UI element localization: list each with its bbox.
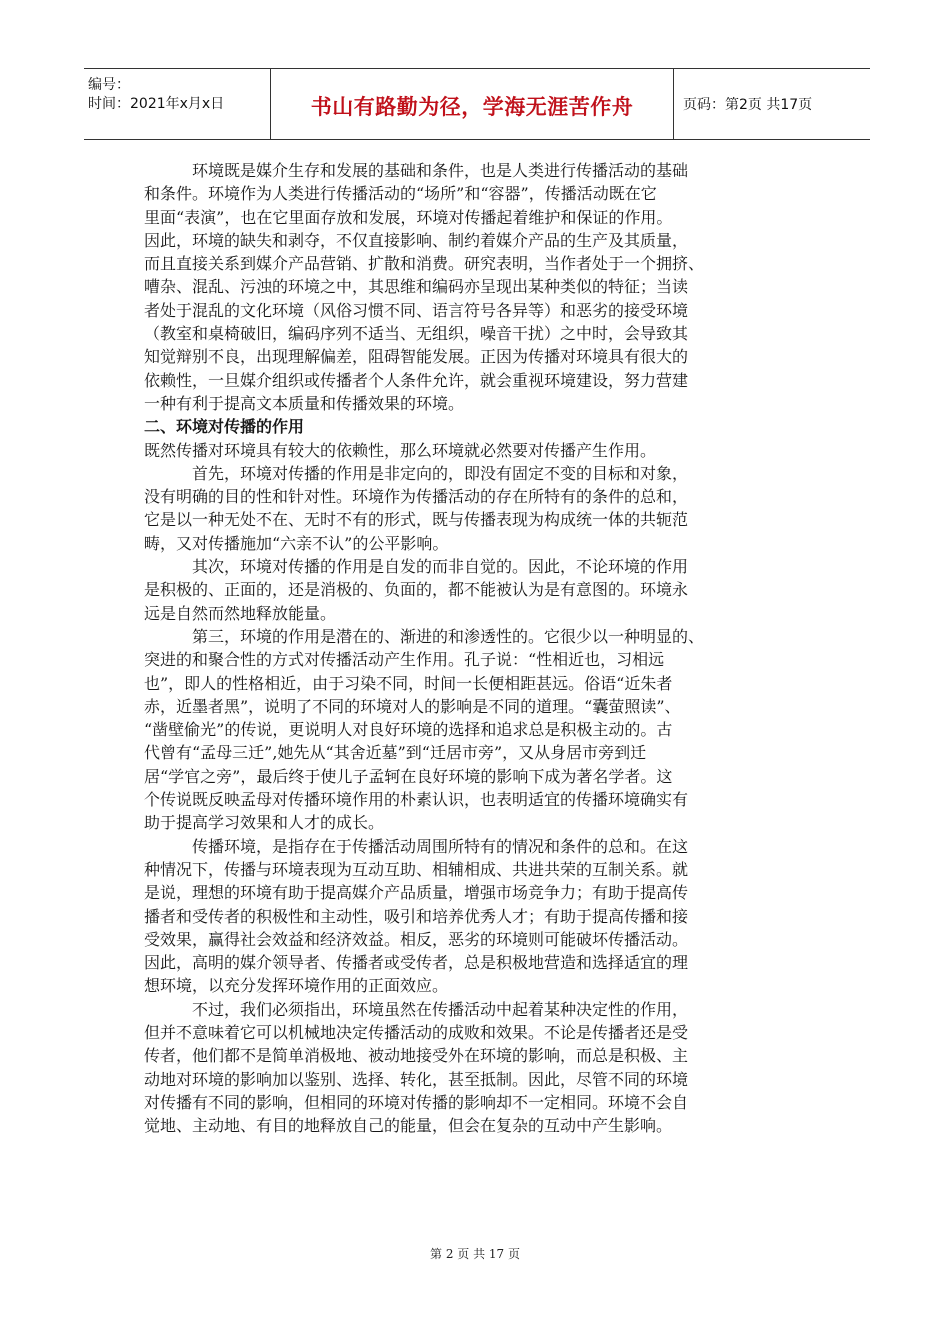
body-text-line: 第三，环境的作用是潜在的、渐进的和渗透性的。它很少以一种明显的、 <box>144 626 705 646</box>
header-meta-cell <box>84 69 271 139</box>
body-text-line: 知觉辩别不良，出现理解偏差，阻碍智能发展。正因为传播对环境具有很大的 <box>144 347 689 367</box>
body-text-line: 传播环境，是指存在于传播活动周围所特有的情况和条件的总和。在这 <box>144 836 689 856</box>
body-text-line: 和条件。环境作为人类进行传播活动的“场所”和“容器”，传播活动既在它 <box>144 184 657 204</box>
body-text-line: 对传播有不同的影响，但相同的环境对传播的影响却不一定相同。环境不会自 <box>144 1092 689 1112</box>
header-page-cell <box>675 69 870 139</box>
header-page-info: 页码：第2页 共17页 <box>683 97 813 113</box>
body-text-line: 首先，环境对传播的作用是非定向的，即没有固定不变的目标和对象， <box>144 463 689 483</box>
body-text-line: 突进的和聚合性的方式对传播活动产生作用。孔子说：“性相近也，习相远 <box>144 650 665 670</box>
body-text-line: 播者和受传者的积极性和主动性，吸引和培养优秀人才；有助于提高传播和接 <box>144 906 689 926</box>
body-text-line: 居“学官之旁”，最后终于使儿子孟轲在良好环境的影响下成为著名学者。这 <box>144 766 673 786</box>
body-text-line: 它是以一种无处不在、无时不有的形式，既与传播表现为构成统一体的共轭范 <box>144 510 689 530</box>
header-motto: 书山有路勤为径，学海无涯苦作舟 <box>310 95 634 119</box>
body-text-line: 个传说既反映孟母对传播环境作用的朴素认识，也表明适宜的传播环境确实有 <box>144 790 689 810</box>
body-text-line: 既然传播对环境具有较大的依赖性，那么环境就必然要对传播产生作用。 <box>144 440 657 460</box>
section-heading: 二、环境对传播的作用 <box>144 417 305 437</box>
body-text-line: 畴，又对传播施加“六亲不认”的公平影响。 <box>144 533 449 553</box>
body-text-line: 是积极的、正面的，还是消极的、负面的，都不能被认为是有意图的。环境永 <box>144 580 689 600</box>
body-text-line: 嘈杂、混乱、污浊的环境之中，其思维和编码亦呈现出某种类似的特征；当读 <box>144 277 689 297</box>
body-text-line: 依赖性，一旦媒介组织或传播者个人条件允许，就会重视环境建设，努力营建 <box>144 370 689 390</box>
body-text-line: 传者，他们都不是简单消极地、被动地接受外在环境的影响，而总是积极、主 <box>144 1046 689 1066</box>
document-body <box>144 159 806 1137</box>
body-text-line: 环境既是媒介生存和发展的基础和条件，也是人类进行传播活动的基础 <box>144 161 689 180</box>
body-text-line: 而且直接关系到媒介产品营销、扩散和消费。研究表明，当作者处于一个拥挤、 <box>144 254 705 274</box>
body-text-line: 代曾有“孟母三迁”,她先从“其舍近墓”到“迁居市旁”，又从身居市旁到迁 <box>144 743 647 763</box>
body-text-line: 里面“表演”，也在它里面存放和发展，环境对传播起着维护和保证的作用。 <box>144 207 673 227</box>
body-text-line: 者处于混乱的文化环境（风俗习惯不同、语言符号各异等）和恶劣的接受环境 <box>144 300 689 320</box>
body-text-line: 受效果，赢得社会效益和经济效益。相反，恶劣的环境则可能破坏传播活动。 <box>144 929 689 949</box>
document-date-label: 时间：2021年x月x日 <box>88 96 225 112</box>
body-text-line: 觉地、主动地、有目的地释放自己的能量，但会在复杂的互动中产生影响。 <box>144 1116 673 1136</box>
body-text-line: （教室和桌椅破旧，编码序列不适当、无组织，噪音干扰）之中时，会导致其 <box>144 324 689 344</box>
body-text-line: 是说，理想的环境有助于提高媒介产品质量，增强市场竞争力；有助于提高传 <box>144 883 689 903</box>
body-text-line: 但并不意味着它可以机械地决定传播活动的成败和效果。不论是传播者还是受 <box>144 1022 689 1042</box>
body-text-line: 动地对环境的影响加以鉴别、选择、转化，甚至抵制。因此，尽管不同的环境 <box>144 1069 689 1089</box>
body-text-line: 远是自然而然地释放能量。 <box>144 603 337 623</box>
page-header <box>84 68 870 140</box>
body-text-line: 助于提高学习效果和人才的成长。 <box>144 813 385 833</box>
body-text-line: 一种有利于提高文本质量和传播效果的环境。 <box>144 393 465 413</box>
body-text-line: 其次，环境对传播的作用是自发的而非自觉的。因此，不论环境的作用 <box>144 557 689 577</box>
body-text-line: 因此，环境的缺失和剥夺，不仅直接影响、制约着媒介产品的生产及其质量， <box>144 230 689 250</box>
body-text-line: 没有明确的目的性和针对性。环境作为传播活动的存在所特有的条件的总和， <box>144 487 689 507</box>
header-motto-cell <box>271 69 674 139</box>
page-footer: 第 2 页 共 17 页 <box>430 1247 520 1261</box>
body-text-line: 种情况下，传播与环境表现为互动互助、相辅相成、共进共荣的互制关系。就 <box>144 859 689 879</box>
body-text-line: 不过，我们必须指出，环境虽然在传播活动中起着某种决定性的作用， <box>144 999 689 1019</box>
document-number-label: 编号： <box>88 77 130 93</box>
body-text-line: “凿壁偷光”的传说，更说明人对良好环境的选择和追求总是积极主动的。古 <box>144 720 673 740</box>
body-text-line: 因此，高明的媒介领导者、传播者或受传者，总是积极地营造和选择适宜的理 <box>144 953 689 973</box>
body-text-line: 赤，近墨者黑”，说明了不同的环境对人的影响是不同的道理。“囊萤照读”、 <box>144 696 681 716</box>
body-text-line: 也”，即人的性格相近，由于习染不同，时间一长便相距甚远。俗语“近朱者 <box>144 673 673 693</box>
body-text-line: 想环境，以充分发挥环境作用的正面效应。 <box>144 976 449 996</box>
